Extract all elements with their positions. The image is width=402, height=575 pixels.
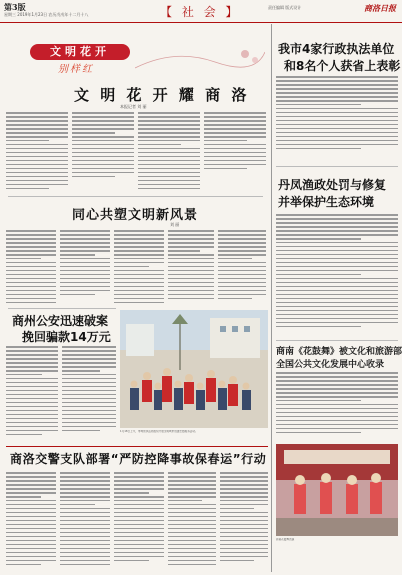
banner-subtitle: 别样红 (58, 64, 94, 75)
headline-awards-2: 和8名个人获省上表彰 (284, 59, 401, 73)
article-column (276, 76, 398, 154)
page-number: 第3版 (4, 2, 26, 12)
divider (276, 166, 398, 167)
headline-wenming: 文 明 花 开 耀 商 洛 (74, 86, 250, 104)
article-column (72, 112, 134, 194)
headline-traffic-police: 商洛交警支队部署“严防控降事故保春运”行动 (10, 452, 267, 466)
article-column (6, 472, 56, 570)
divider (8, 308, 116, 309)
headline-awards: 我市4家行政执法单位 (278, 42, 395, 56)
headline-shangnan-2: 全国公共文化发展中心收录 (276, 360, 385, 370)
editor-credits: 责任编辑 版式设计 (268, 5, 302, 10)
issue-date: 星期三 2019年1月23日 农历戊戌年十二月十八 (4, 12, 89, 17)
headline-danfeng-2: 并举保护生态环境 (278, 195, 375, 209)
article-column (138, 112, 200, 194)
article-column (204, 112, 266, 194)
article-column (60, 230, 110, 306)
article-column (6, 346, 58, 438)
photo-caption: 商南花鼓舞表演 (276, 538, 295, 541)
headline-tongxin: 同心共塑文明新风景 (72, 208, 199, 223)
article-column (220, 472, 268, 570)
article-column (114, 230, 164, 306)
article-column (114, 472, 164, 570)
banner-wenming: 文明花开 (30, 44, 130, 60)
byline: 刘 丽 (170, 222, 180, 227)
photo-caption: 1月18日上午，市城管执法局组织开展文明城市创建志愿服务活动。 (120, 430, 198, 433)
headline-shangzhou-police-2: 挽回骗款14万元 (22, 330, 111, 344)
divider (6, 446, 268, 447)
headline-shangzhou-police: 商州公安迅速破案 (12, 314, 109, 328)
divider (276, 340, 398, 341)
article-column (276, 372, 398, 436)
newspaper-logo: 商洛日报 (364, 3, 396, 13)
section-title: 【 社 会 】 (160, 5, 241, 19)
news-photo (120, 310, 268, 428)
headline-danfeng: 丹凤渔政处罚与修复 (278, 178, 387, 192)
article-column (62, 346, 116, 438)
decor-flower (135, 42, 265, 72)
headline-shangnan: 商南《花鼓舞》被文化和旅游部 (276, 347, 402, 357)
article-column (6, 230, 56, 306)
column-divider (271, 24, 272, 572)
article-column (60, 472, 110, 570)
article-column (168, 230, 214, 306)
news-photo (276, 444, 398, 536)
article-column (218, 230, 266, 306)
byline: 本报记者 刘 丽 (120, 104, 147, 109)
divider (8, 196, 263, 197)
article-column (168, 472, 216, 570)
article-column (6, 112, 68, 194)
article-column (276, 214, 398, 332)
